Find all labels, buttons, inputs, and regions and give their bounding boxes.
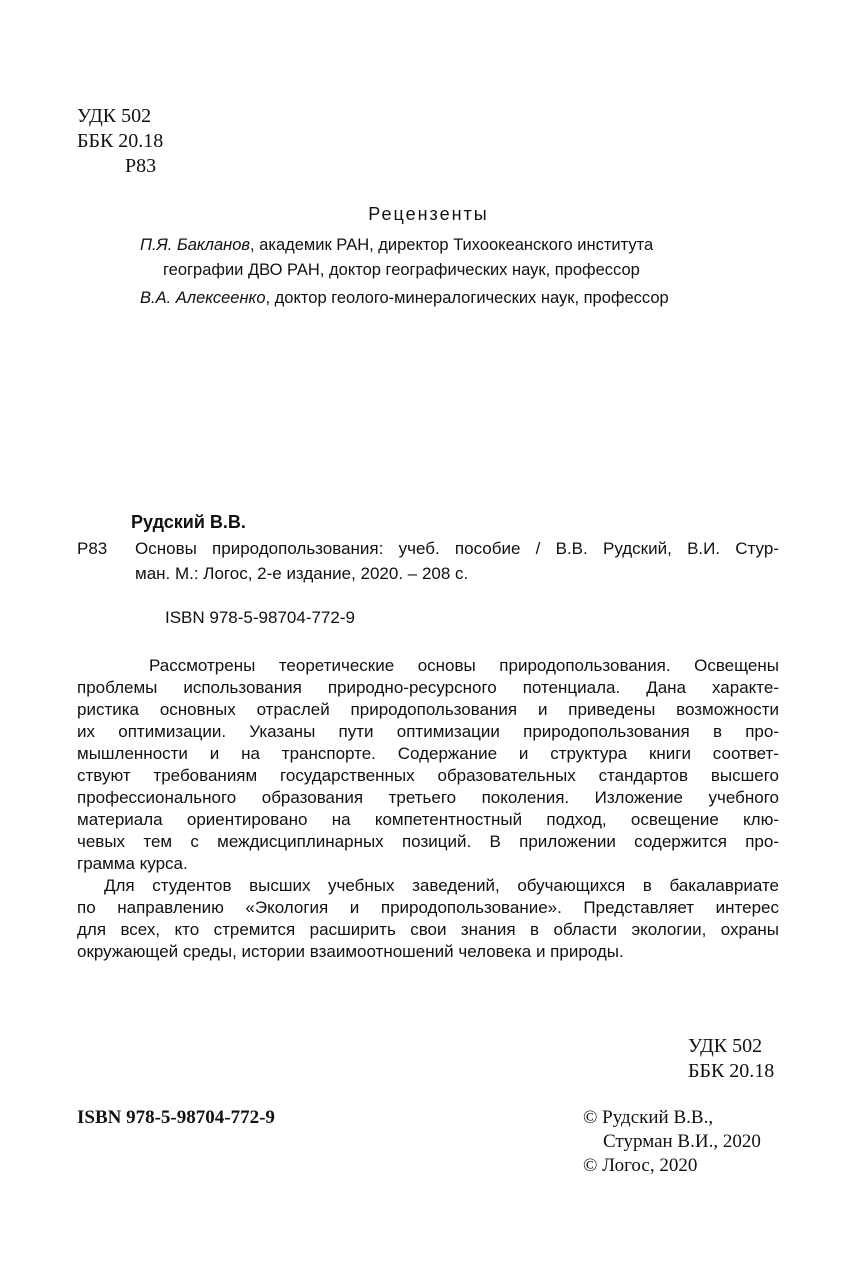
catalog-author: Рудский В.В. xyxy=(131,512,246,532)
annotation-line: ристика основных отраслей природопользования и приведены возможности xyxy=(77,700,779,719)
reviewers-heading: Рецензенты xyxy=(368,204,489,224)
reviewer-2 xyxy=(140,286,669,310)
copyright-line-2: Стурман В.И., 2020 xyxy=(603,1131,761,1152)
annotation-line: Для студентов высших учебных заведений, обучающихся в бакалавриате xyxy=(104,876,779,895)
bbk-code: ББК 20.18 xyxy=(77,130,164,152)
annotation-line: для всех, кто стремится расширить свои знания в области экологии, охраны xyxy=(77,920,779,939)
bbk-code-bottom: ББК 20.18 xyxy=(688,1060,775,1082)
annotation-line: проблемы использования природно-ресурсного потенциала. Дана характе- xyxy=(77,678,779,697)
reviewer-1-line-2: географии ДВО РАН, доктор географических наук, профессор xyxy=(163,261,640,279)
annotation-line: профессионального образования третьего поколения. Изложение учебного xyxy=(77,788,779,807)
annotation-line: мышленности и на транспорте. Содержание и структура книги соответ- xyxy=(77,744,779,763)
reviewer-2-credentials: , доктор геолого-минералогических наук, профессор xyxy=(265,289,669,307)
annotation-line: чевых тем с междисциплинарных позиций. В приложении содержится про- xyxy=(77,832,779,851)
udk-code-bottom: УДК 502 xyxy=(688,1035,763,1057)
catalog-line-2: ман. М.: Логос, 2-е издание, 2020. – 208 с. xyxy=(135,564,469,583)
author-mark: Р83 xyxy=(125,155,157,177)
catalog-mark: Р83 xyxy=(77,539,108,558)
copyright-line-3: © Логос, 2020 xyxy=(583,1155,698,1176)
isbn-bold: ISBN 978-5-98704-772-9 xyxy=(77,1107,275,1128)
copyright-line-1: © Рудский В.В., xyxy=(583,1107,714,1128)
reviewer-1-credentials: , академик РАН, директор Тихоокеанского института xyxy=(250,236,654,254)
reviewer-2-name: В.А. Алексеенко xyxy=(140,289,266,307)
catalog-line-1: Основы природопользования: учеб. пособие / В.В. Рудский, В.И. Стур- xyxy=(135,539,779,558)
annotation-line: ствуют требованиям государственных образовательных стандартов высшего xyxy=(77,766,779,785)
annotation-line: по направлению «Экология и природопользование». Представляет интерес xyxy=(77,898,779,917)
annotation-line: окружающей среды, истории взаимоотношений человека и природы. xyxy=(77,942,624,961)
annotation-line: Рассмотрены теоретические основы природопользования. Освещены xyxy=(149,656,779,675)
catalog-isbn: ISBN 978-5-98704-772-9 xyxy=(165,608,355,627)
udk-code: УДК 502 xyxy=(77,105,152,127)
reviewer-1-line-1 xyxy=(140,233,653,257)
annotation-line: их оптимизации. Указаны пути оптимизации природопользования в про- xyxy=(77,722,779,741)
reviewer-1-name: П.Я. Бакланов xyxy=(140,236,251,254)
annotation-line: грамма курса. xyxy=(77,854,188,873)
annotation-line: материала ориентировано на компетентностный подход, освещение клю- xyxy=(77,810,779,829)
